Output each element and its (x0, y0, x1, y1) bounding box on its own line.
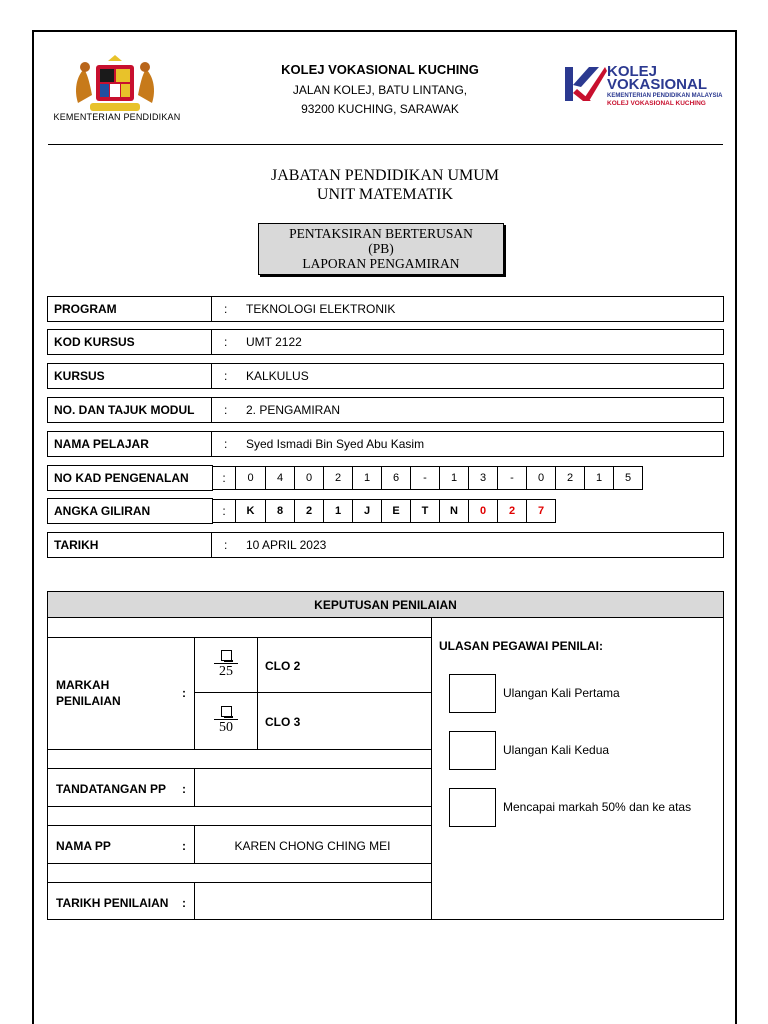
clo3-label: CLO 3 (265, 715, 301, 729)
clo2-label: CLO 2 (265, 659, 301, 673)
ulangan-pertama-checkbox[interactable] (449, 674, 496, 713)
kod-kursus-row (47, 329, 724, 355)
giliran-char: N (439, 499, 469, 523)
cell-divider (257, 637, 258, 749)
ic-label: NO KAD PENGENALAN (54, 471, 189, 485)
colon: : (224, 369, 228, 383)
ic-digit: 0 (235, 466, 266, 490)
tarikh-value: 10 APRIL 2023 (246, 538, 327, 552)
coat-of-arms-icon (70, 55, 160, 115)
program-label: PROGRAM (48, 297, 212, 321)
ic-row (47, 465, 213, 491)
ic-digit: 5 (613, 466, 643, 490)
cell-divider (194, 637, 195, 749)
ic-digit: 1 (352, 466, 382, 490)
angka-giliran-cells (212, 499, 556, 523)
giliran-char: 1 (323, 499, 353, 523)
header-divider (48, 144, 723, 145)
department-line-2: UNIT MATEMATIK (316, 186, 454, 203)
ic-digit: 1 (584, 466, 614, 490)
modul-row (47, 397, 724, 423)
tarikh-penilaian-colon: : (182, 896, 186, 910)
clo3-denominator: 50 (219, 720, 233, 735)
markah-label-2: PENILAIAN (56, 694, 121, 708)
ic-digit: 1 (439, 466, 469, 490)
mencapai-markah-label: Mencapai markah 50% dan ke atas (503, 800, 692, 814)
giliran-char: 2 (497, 499, 527, 523)
kursus-label: KURSUS (48, 364, 212, 388)
ic-digit: 2 (323, 466, 353, 490)
ulangan-kedua-checkbox[interactable] (449, 731, 496, 770)
colon: : (224, 335, 228, 349)
tarikh-row (47, 532, 724, 558)
logo-line-1: KOLEJ (607, 63, 658, 80)
score-box-icon (221, 706, 232, 717)
department-line-1: JABATAN PENDIDIKAN UMUM (270, 167, 500, 184)
ic-colon: : (212, 466, 236, 490)
program-value: TEKNOLOGI ELEKTRONIK (246, 302, 396, 316)
row-divider (48, 882, 431, 883)
ic-cells (212, 466, 643, 490)
assessment-type-line-3: LAPORAN PENGAMIRAN (302, 256, 460, 271)
ic-digit: 0 (526, 466, 556, 490)
colon: : (224, 437, 228, 451)
address-line-2: 93200 KUCHING, SARAWAK (301, 102, 459, 116)
ic-dash: - (497, 466, 527, 490)
markah-colon: : (182, 686, 186, 700)
logo-line-3: KEMENTERIAN PENDIDIKAN MALAYSIA (607, 93, 723, 99)
colon: : (224, 403, 228, 417)
cell-divider (194, 882, 195, 920)
giliran-char: T (410, 499, 440, 523)
kv-logo-icon (565, 67, 607, 101)
score-box-icon (221, 650, 232, 661)
nama-pp-colon: : (182, 839, 186, 853)
row-divider (194, 692, 431, 693)
giliran-char: 2 (294, 499, 324, 523)
institution-address (230, 81, 530, 119)
tarikh-penilaian-label: TARIKH PENILAIAN (56, 896, 169, 910)
ic-digit: 4 (265, 466, 295, 490)
ic-digit: 0 (294, 466, 324, 490)
giliran-char: J (352, 499, 382, 523)
modul-label: NO. DAN TAJUK MODUL (48, 398, 212, 422)
nama-pelajar-value: Syed Ismadi Bin Syed Abu Kasim (246, 437, 425, 451)
colon: : (224, 538, 228, 552)
assessment-type-line-2: (PB) (368, 241, 394, 256)
ic-dash: - (410, 466, 440, 490)
row-divider (48, 863, 431, 864)
ulasan-title: ULASAN PEGAWAI PENILAI: (439, 639, 604, 653)
giliran-char: E (381, 499, 411, 523)
ulangan-pertama-label: Ulangan Kali Pertama (503, 686, 620, 700)
tandatangan-colon: : (182, 782, 186, 796)
colon: : (224, 302, 228, 316)
row-divider (48, 806, 431, 807)
clo2-score-fraction (210, 650, 242, 680)
ministry-caption: KEMENTERIAN PENDIDIKAN (53, 112, 181, 122)
assessment-type-line-1: PENTAKSIRAN BERTERUSAN (289, 226, 473, 241)
department-title (150, 166, 620, 204)
tarikh-label: TARIKH (48, 533, 212, 557)
row-divider (48, 637, 431, 638)
tandatangan-label: TANDATANGAN PP (56, 782, 166, 796)
nama-pp-value: KAREN CHONG CHING MEI (234, 839, 391, 853)
address-line-1: JALAN KOLEJ, BATU LINTANG, (292, 83, 468, 97)
angka-giliran-row (47, 498, 213, 524)
kursus-value: KALKULUS (246, 369, 309, 383)
nama-pp-label: NAMA PP (56, 839, 111, 853)
giliran-colon: : (212, 499, 236, 523)
institution-name: KOLEJ VOKASIONAL KUCHING (281, 62, 479, 77)
clo3-score-fraction (210, 706, 242, 736)
row-divider (48, 768, 431, 769)
giliran-char: 8 (265, 499, 295, 523)
program-row (47, 296, 724, 322)
nama-pelajar-label: NAMA PELAJAR (48, 432, 212, 456)
kursus-row (47, 363, 724, 389)
row-divider (48, 749, 431, 750)
clo2-denominator: 25 (219, 664, 233, 679)
kod-kursus-label: KOD KURSUS (48, 330, 212, 354)
ulangan-kedua-label: Ulangan Kali Kedua (503, 743, 610, 757)
assessment-title: KEPUTUSAN PENILAIAN (48, 592, 723, 618)
angka-giliran-label: ANGKA GILIRAN (54, 504, 151, 518)
logo-line-4: KOLEJ VOKASIONAL KUCHING (607, 100, 706, 107)
modul-value: 2. PENGAMIRAN (246, 403, 341, 417)
giliran-char: 7 (526, 499, 556, 523)
mencapai-markah-checkbox[interactable] (449, 788, 496, 827)
nama-pelajar-row (47, 431, 724, 457)
ic-digit: 6 (381, 466, 411, 490)
kod-kursus-value: UMT 2122 (246, 335, 302, 349)
assessment-type-box (258, 223, 504, 275)
ic-digit: 2 (555, 466, 585, 490)
giliran-char: K (235, 499, 266, 523)
cell-divider (194, 768, 195, 806)
ic-digit: 3 (468, 466, 498, 490)
row-divider (48, 825, 431, 826)
giliran-char: 0 (468, 499, 498, 523)
assessment-table (47, 591, 724, 920)
logo-line-2: VOKASIONAL (607, 76, 708, 93)
kolej-vokasional-logo (565, 63, 723, 109)
markah-label-1: MARKAH (56, 678, 110, 692)
column-divider (431, 618, 432, 920)
